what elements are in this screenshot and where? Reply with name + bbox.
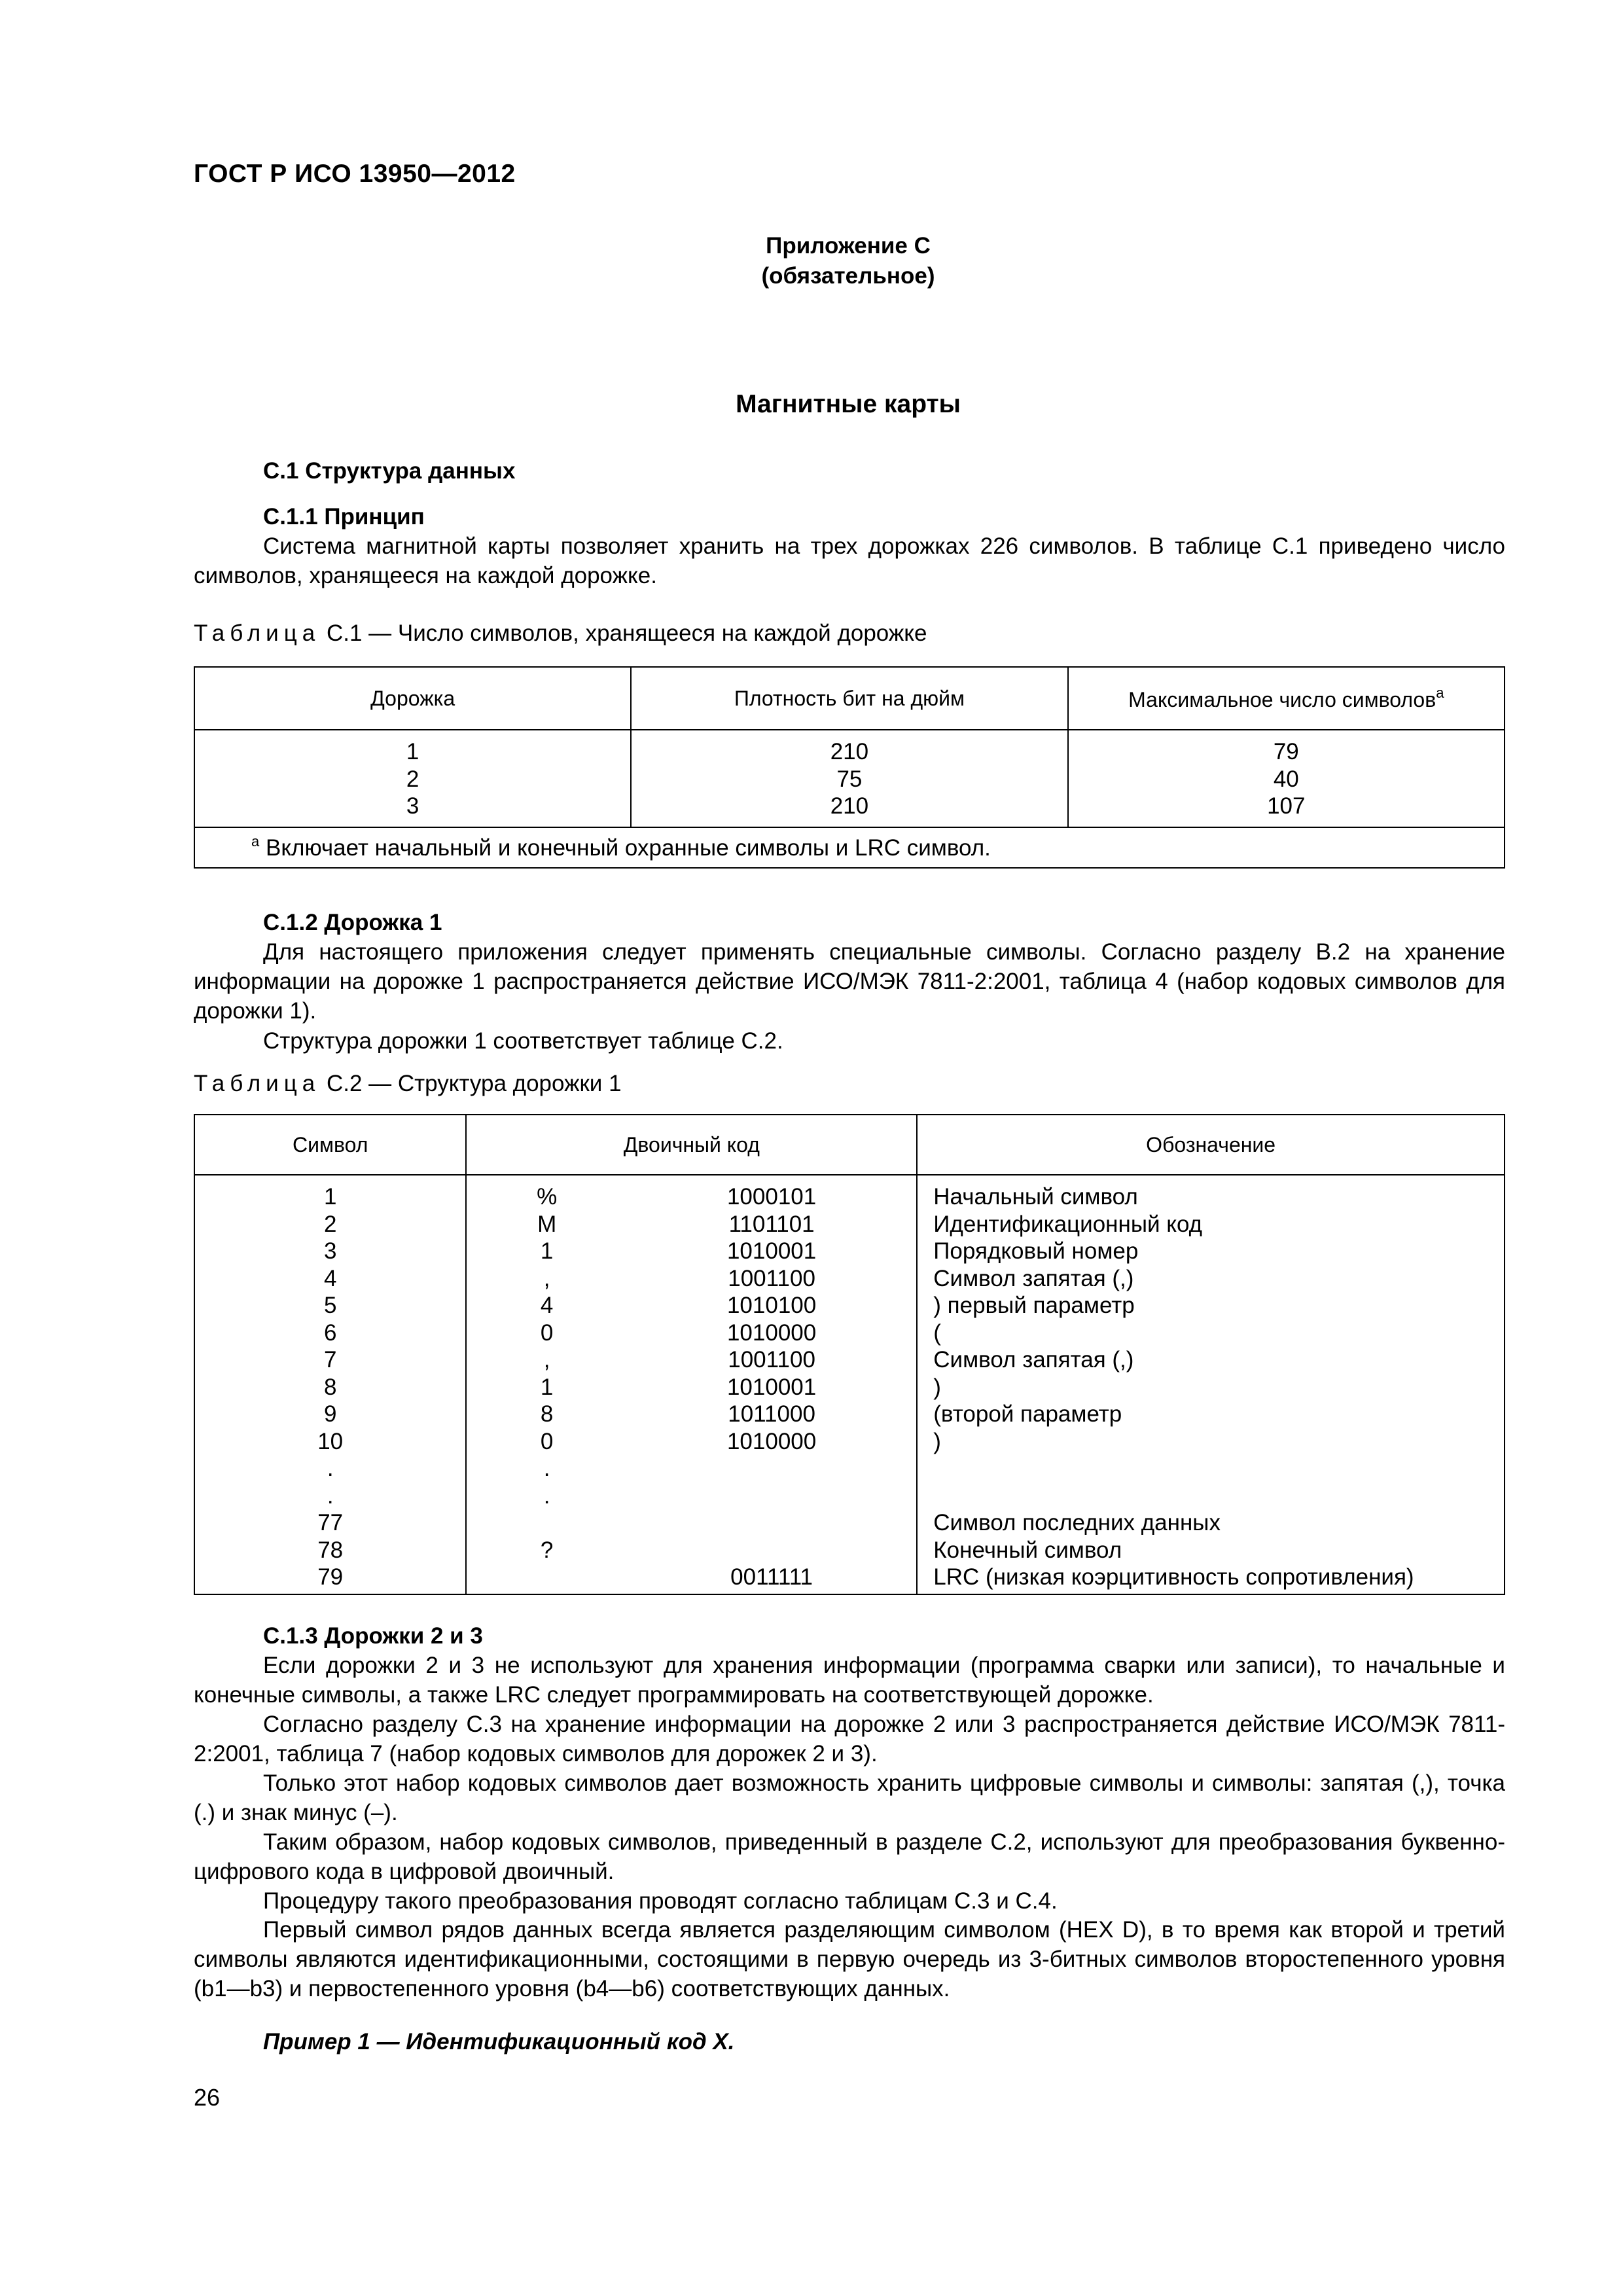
table-cell: 1001100 — [728, 1347, 815, 1372]
table-cell — [627, 1455, 916, 1482]
annex-status: (обязательное) — [761, 263, 935, 289]
table-cell: 1010100 — [726, 1293, 817, 1318]
table-cell: 107 — [1267, 793, 1306, 819]
table2-caption — [194, 1071, 622, 1097]
paragraph-c13-1: Если дорожки 2 и 3 не используют для хранения информации (программа сварки или записи), то начальные и конечные символы, а также LRC следует программировать на соответствующей дорожке. — [194, 1653, 1505, 1708]
table-c2 — [194, 1114, 1505, 1595]
table-cell: 4 — [540, 1293, 554, 1318]
table-cell: 1 — [540, 1238, 554, 1264]
table-cell: 1 — [540, 1374, 554, 1400]
table1-col-density — [631, 730, 1067, 827]
table-cell: Символ запятая (,) — [933, 1347, 1134, 1372]
table-cell — [627, 1537, 916, 1564]
table1-header-track: Дорожка — [194, 667, 631, 730]
table-cell: 3 — [323, 1238, 337, 1264]
table1-caption-prefix: Таблица — [194, 620, 321, 646]
table-cell: 210 — [830, 793, 869, 819]
table-cell: 1 — [406, 739, 419, 764]
table1-header-row — [194, 667, 1505, 730]
table-cell: 75 — [836, 766, 863, 792]
table-cell: 1000101 — [726, 1184, 817, 1210]
table1-footnote — [194, 827, 1505, 868]
heading-c12: С.1.2 Дорожка 1 — [263, 910, 442, 935]
table-c1 — [194, 666, 1505, 869]
table-cell: M — [537, 1211, 557, 1237]
table-cell: 1011000 — [728, 1401, 815, 1427]
paragraph-c13-4: Таким образом, набор кодовых символов, приведенный в разделе С.2, используют для преобразования буквенно-цифрового кода в цифровой двоичный. — [194, 1829, 1505, 1884]
table-cell: 1010001 — [726, 1374, 817, 1400]
paragraph-c13-6: Первый символ рядов данных всегда является разделяющим символом (HEX D), в то время как второй и третий символы являются идентификационными, состоящими в первую очередь из 3-битных символов второстепенного уровня (b1—b3) и первостепенного уровня (b4—b6) соответствующих данных. — [194, 1917, 1505, 2001]
table-cell: . — [543, 1482, 550, 1509]
table-cell: 210 — [830, 739, 869, 764]
table-cell: ) — [933, 1374, 941, 1400]
table-cell: 79 — [1273, 739, 1299, 764]
page-number: 26 — [194, 2084, 221, 2111]
table-cell: (второй параметр — [933, 1401, 1122, 1427]
table2-header-row — [194, 1115, 1505, 1175]
table-cell: 1001100 — [728, 1265, 815, 1291]
table1-header-density: Плотность бит на дюйм — [631, 667, 1067, 730]
table-cell: Начальный символ — [933, 1184, 1138, 1210]
table-cell: 79 — [317, 1564, 344, 1590]
table-cell: Идентификационный код — [933, 1211, 1203, 1237]
table-cell: 2 — [323, 1211, 337, 1237]
table-cell — [627, 1482, 916, 1510]
table1-caption-text: С.1 — Число символов, хранящееся на каждой дорожке — [320, 620, 927, 646]
table-cell: 6 — [323, 1319, 337, 1346]
section-title: Магнитные карты — [736, 390, 961, 418]
table1-body-row — [194, 730, 1505, 827]
table2-caption-prefix: Таблица — [194, 1071, 321, 1096]
table-cell: , — [543, 1265, 550, 1291]
table-cell: 10 — [317, 1428, 344, 1454]
paragraph-c12-2: Структура дорожки 1 соответствует таблице С.2. — [263, 1028, 783, 1054]
table1-footnote-row — [194, 827, 1505, 868]
table-cell: LRC (низкая коэрцитивность сопротивления) — [933, 1564, 1414, 1590]
table-cell: 40 — [1273, 766, 1299, 792]
heading-c11: С.1.1 Принцип — [263, 504, 425, 529]
table-cell: . — [327, 1482, 334, 1509]
table-cell: . — [327, 1456, 334, 1481]
paragraph-c13-3: Только этот набор кодовых символов дает возможность хранить цифровые символы и символы: запятая (,), точка (.) и знак минус (–). — [194, 1770, 1505, 1825]
table-cell: 0 — [540, 1319, 554, 1346]
table1-header-max-text: Максимальное число символов — [1128, 688, 1436, 711]
table2-col-symbol — [194, 1175, 466, 1594]
table-cell: 77 — [317, 1510, 344, 1535]
paragraph-c12-1: Для настоящего приложения следует применять специальные символы. Согласно разделу В.2 на хранение информации на дорожке 1 распространяется действие ИСО/МЭК 7811-2:2001, таблица 4 (набор кодовых символов для дорожки 1). — [194, 939, 1505, 1024]
table-cell: 1010000 — [726, 1319, 817, 1346]
table-cell: 8 — [323, 1374, 337, 1400]
table-cell: 1101101 — [728, 1211, 815, 1237]
table-cell — [933, 1482, 1504, 1510]
table-cell: ) первый параметр — [933, 1293, 1135, 1318]
table-cell: 5 — [323, 1293, 337, 1318]
table1-col-track — [194, 730, 631, 827]
table-cell: 0011111 — [730, 1564, 813, 1590]
table1-caption — [194, 620, 927, 647]
table-cell: Символ запятая (,) — [933, 1265, 1134, 1291]
paragraph-c13-5: Процедуру такого преобразования проводят согласно таблицам С.3 и С.4. — [263, 1888, 1058, 1914]
table1-header-max — [1068, 667, 1505, 730]
table2-col-char — [466, 1175, 627, 1594]
table-cell: 8 — [540, 1401, 554, 1427]
heading-c13: С.1.3 Дорожки 2 и 3 — [263, 1623, 483, 1649]
table2-header-binary: Двоичный код — [466, 1115, 917, 1175]
table-cell — [627, 1509, 916, 1537]
table-cell: 78 — [317, 1537, 344, 1563]
table2-body-row — [194, 1175, 1505, 1594]
standard-designation: ГОСТ Р ИСО 13950—2012 — [194, 160, 516, 188]
annex-title: Приложение С — [766, 233, 931, 259]
table2-col-binary — [627, 1175, 917, 1594]
table1-footnote-text: Включает начальный и конечный охранные символы и LRC символ. — [259, 835, 991, 861]
table-cell: 4 — [323, 1265, 337, 1291]
table2-col-designation — [917, 1175, 1505, 1594]
table2-header-symbol: Символ — [194, 1115, 466, 1175]
table-cell: 1 — [323, 1184, 337, 1210]
table1-header-sup: a — [1436, 685, 1444, 701]
table-cell — [467, 1509, 627, 1537]
table2-header-designation: Обозначение — [917, 1115, 1505, 1175]
table-cell: 0 — [540, 1428, 554, 1454]
table-cell: % — [537, 1184, 558, 1210]
table1-col-max — [1068, 730, 1505, 827]
table-cell: ? — [540, 1537, 554, 1563]
table2-caption-text: С.2 — Структура дорожки 1 — [320, 1071, 622, 1096]
table-cell: 7 — [323, 1347, 337, 1372]
table-cell: , — [543, 1347, 550, 1372]
table-cell: Конечный символ — [933, 1537, 1122, 1563]
table-cell: 3 — [406, 793, 419, 819]
table-cell: 1010001 — [726, 1238, 817, 1264]
table-cell: 9 — [323, 1401, 337, 1427]
table-cell — [933, 1455, 1504, 1482]
table-cell: . — [543, 1456, 550, 1481]
table-cell: 1010000 — [726, 1428, 817, 1454]
paragraph-c11: Система магнитной карты позволяет хранить на трех дорожках 226 символов. В таблице С.1 приведено число символов, хранящееся на каждой дорожке. — [194, 533, 1505, 588]
table-cell: ( — [933, 1319, 941, 1346]
paragraph-c13-2: Согласно разделу С.3 на хранение информации на дорожке 2 или 3 распространяется действие ИСО/МЭК 7811-2:2001, таблица 7 (набор кодовых символов для дорожек 2 и 3). — [194, 1712, 1505, 1767]
table-cell: Порядковый номер — [933, 1238, 1139, 1264]
table-cell: ) — [933, 1428, 941, 1454]
table1-footnote-sup: a — [251, 833, 260, 850]
heading-c1: С.1 Структура данных — [263, 458, 516, 484]
example-1: Пример 1 — Идентификационный код X. — [263, 2029, 735, 2054]
table-cell — [467, 1564, 627, 1591]
table-cell: 2 — [406, 766, 419, 792]
table-cell: Символ последних данных — [933, 1510, 1221, 1535]
